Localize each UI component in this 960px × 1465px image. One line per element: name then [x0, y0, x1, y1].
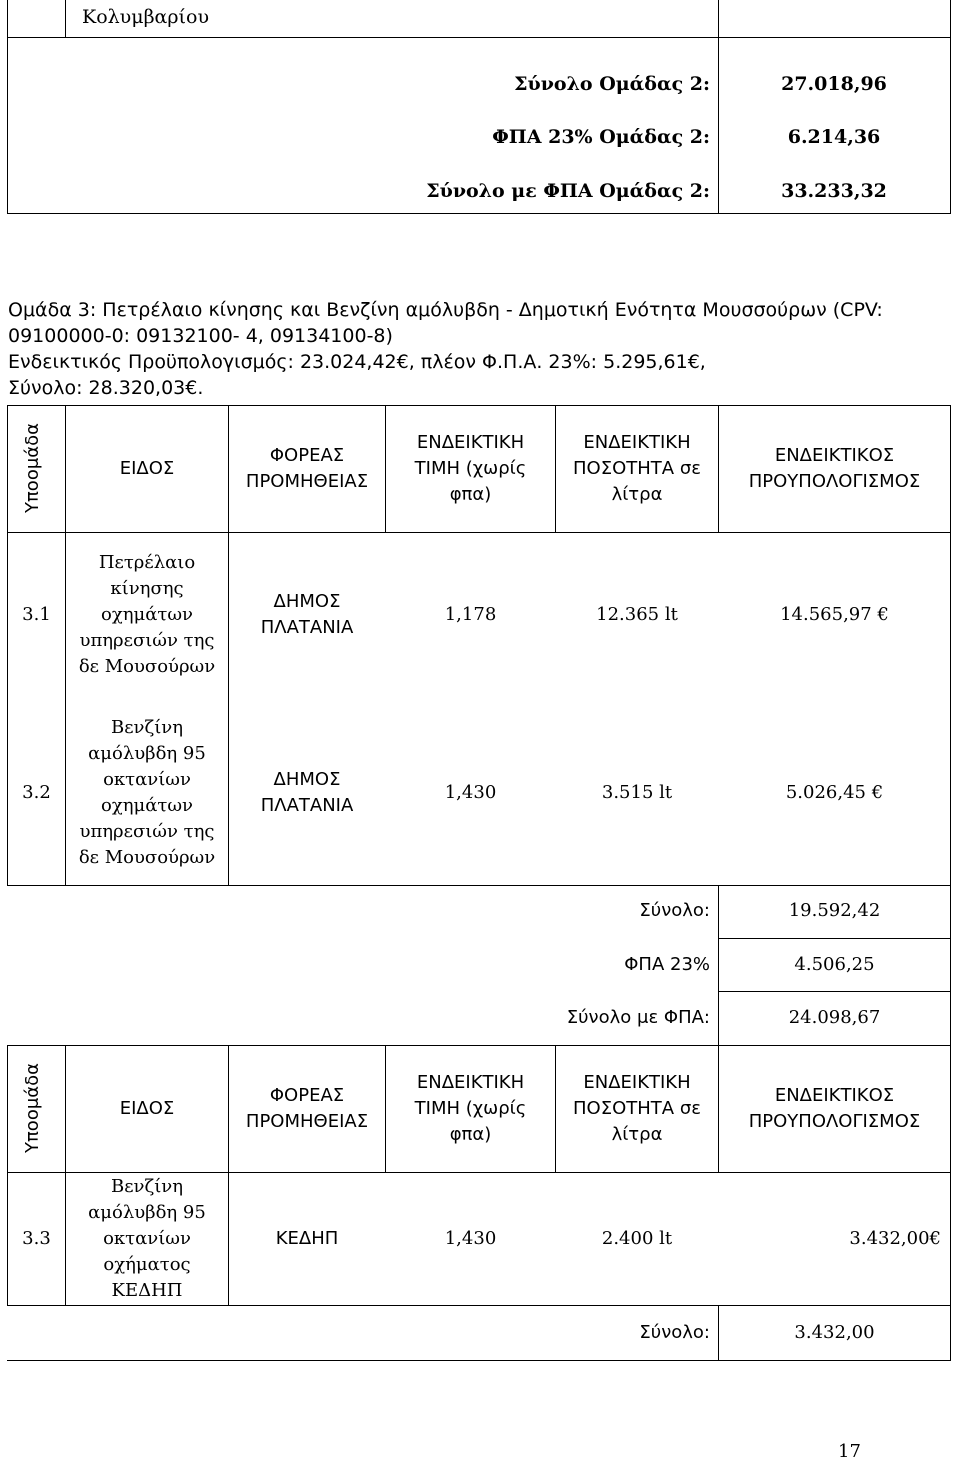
- group3-line-1: Ομάδα 3: Πετρέλαιο κίνησης και Βενζίνη αμόλυβδη - Δημοτική Ενότητα Μουσσούρων (CPV:: [8, 299, 883, 321]
- group3-line-2: 09100000-0: 09132100- 4, 09134100-8): [8, 325, 393, 347]
- first-row-label: Κολυμβαρίου: [82, 6, 209, 28]
- header-price: ΕΝΔΕΙΚΤΙΚΗ ΤΙΜΗ (χωρίς φπα): [414, 431, 527, 505]
- header-budget: ΕΝΔΕΙΚΤΙΚΟΣ ΠΡΟΥΠΟΛΟΓΙΣΜΟΣ: [748, 1084, 921, 1132]
- row-price: 1,178: [444, 603, 497, 625]
- row-quantity: 2.400 lt: [601, 1227, 673, 1249]
- total-label: Σύνολο:: [639, 1322, 710, 1343]
- row-price: 1,430: [444, 1227, 497, 1249]
- header-budget: ΕΝΔΕΙΚΤΙΚΟΣ ΠΡΟΥΠΟΛΟΓΙΣΜΟΣ: [748, 444, 921, 492]
- total-with-vat-label: Σύνολο με ΦΠΑ:: [566, 1007, 710, 1028]
- vat-value: 4.506,25: [794, 954, 875, 975]
- row-quantity: 3.515 lt: [601, 781, 673, 803]
- row-provider: ΔΗΜΟΣ ΠΛΑΤΑΝΙΑ: [260, 590, 354, 638]
- header-subgroup: Υποομάδα: [22, 422, 43, 514]
- row-provider: ΚΕΔΗΠ: [275, 1227, 339, 1249]
- row-code: 3.2: [22, 781, 51, 803]
- row-item: Πετρέλαιο κίνησης οχημάτων υπηρεσιών της δε Μουσούρων: [78, 552, 216, 677]
- row-budget: 3.432,00€: [849, 1227, 941, 1249]
- header-price: ΕΝΔΕΙΚΤΙΚΗ ΤΙΜΗ (χωρίς φπα): [414, 1071, 527, 1145]
- total-with-vat-value: 24.098,67: [788, 1007, 881, 1028]
- row-budget: 5.026,45 €: [785, 781, 884, 803]
- header-subgroup: Υποομάδα: [22, 1062, 43, 1154]
- header-item: ΕΙΔΟΣ: [119, 457, 175, 479]
- row-quantity: 12.365 lt: [596, 603, 678, 625]
- row-item: Βενζίνη αμόλυβδη 95 οκτανίων οχήματος ΚΕΔΗΠ: [88, 1175, 206, 1301]
- page-number: 17: [838, 1441, 861, 1462]
- total-value: 3.432,00: [794, 1322, 875, 1343]
- vat-label: ΦΠΑ 23%: [624, 954, 710, 975]
- group2-total-value: 27.018,96: [781, 72, 887, 95]
- header-quantity: ΕΝΔΕΙΚΤΙΚΗ ΠΟΣΟΤΗΤΑ σε λίτρα: [573, 1071, 701, 1145]
- row-budget: 14.565,97 €: [780, 603, 889, 625]
- row-code: 3.1: [22, 603, 51, 625]
- group3-line-3: Ενδεικτικός Προϋπολογισμός: 23.024,42€, πλέον Φ.Π.Α. 23%: 5.295,61€,: [8, 351, 706, 373]
- row-item: Βενζίνη αμόλυβδη 95 οκτανίων οχημάτων υπηρεσιών της δε Μουσούρων: [78, 716, 216, 868]
- header-provider: ΦΟΡΕΑΣ ΠΡΟΜΗΘΕΙΑΣ: [245, 444, 369, 492]
- group2-total-label: Σύνολο Ομάδας 2:: [514, 72, 710, 95]
- group2-total-with-vat-value: 33.233,32: [781, 179, 887, 202]
- header-item: ΕΙΔΟΣ: [119, 1097, 175, 1119]
- group2-total-with-vat-label: Σύνολο με ΦΠΑ Ομάδας 2:: [426, 179, 710, 202]
- header-quantity: ΕΝΔΕΙΚΤΙΚΗ ΠΟΣΟΤΗΤΑ σε λίτρα: [573, 431, 701, 505]
- group3-line-4: Σύνολο: 28.320,03€.: [8, 377, 204, 399]
- row-provider: ΔΗΜΟΣ ΠΛΑΤΑΝΙΑ: [260, 768, 354, 816]
- group2-vat-label: ΦΠΑ 23% Ομάδας 2:: [492, 125, 710, 148]
- total-label: Σύνολο:: [639, 900, 710, 921]
- group2-vat-value: 6.214,36: [787, 125, 881, 148]
- row-price: 1,430: [444, 781, 497, 803]
- total-value: 19.592,42: [788, 900, 881, 921]
- row-code: 3.3: [22, 1227, 51, 1249]
- header-provider: ΦΟΡΕΑΣ ΠΡΟΜΗΘΕΙΑΣ: [245, 1084, 369, 1132]
